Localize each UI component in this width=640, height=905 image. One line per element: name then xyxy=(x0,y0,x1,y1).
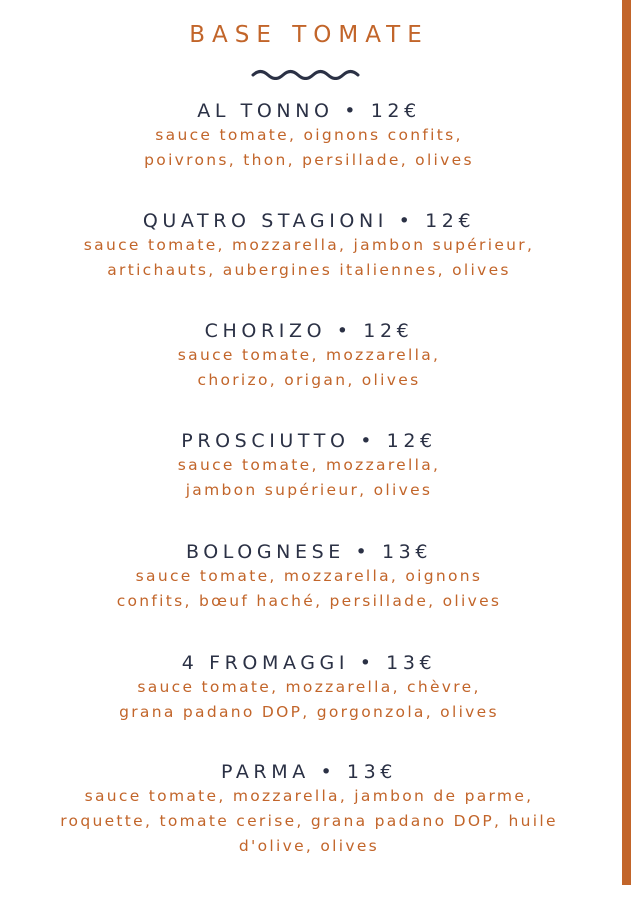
item-description: sauce tomate, mozzarella, jambon supérieur, artichauts, aubergines italiennes, olives xyxy=(83,236,535,279)
item-separator: • xyxy=(344,541,382,563)
item-name: PARMA xyxy=(220,761,310,783)
item-separator: • xyxy=(333,100,371,122)
item-separator: • xyxy=(309,761,347,783)
item-title xyxy=(0,651,618,675)
wave-divider-icon xyxy=(251,66,365,80)
menu-item-al-tonno xyxy=(0,99,618,173)
item-separator: • xyxy=(387,210,426,232)
item-name: BOLOGNESE xyxy=(185,541,345,563)
item-name: 4 FROMAGGI xyxy=(181,652,350,674)
item-price: 12€ xyxy=(370,100,421,122)
item-description: sauce tomate, oignons confits, poivrons, thon, persillade, olives xyxy=(144,126,474,169)
item-title xyxy=(0,540,618,564)
item-title xyxy=(0,760,618,784)
item-description: sauce tomate, mozzarella, oignons confits, bœuf haché, persillade, olives xyxy=(116,567,502,610)
item-description: sauce tomate, mozzarella, jambon supérieur, olives xyxy=(177,456,441,499)
item-title xyxy=(0,429,618,453)
menu-item-parma xyxy=(0,760,618,859)
item-description: sauce tomate, mozzarella, chèvre, grana padano DOP, gorgonzola, olives xyxy=(119,678,499,721)
item-separator: • xyxy=(326,320,364,342)
item-price: 12€ xyxy=(425,210,476,232)
item-description: sauce tomate, mozzarella, jambon de parme, roquette, tomate cerise, grana padano DOP, huile d'olive, olives xyxy=(60,787,558,855)
item-name: QUATRO STAGIONI xyxy=(142,210,388,232)
menu-item-bolognese xyxy=(0,540,618,614)
item-price: 12€ xyxy=(363,320,414,342)
item-description: sauce tomate, mozzarella, chorizo, origan, olives xyxy=(177,346,441,389)
item-price: 13€ xyxy=(386,652,437,674)
item-price: 13€ xyxy=(346,761,397,783)
item-name: AL TONNO xyxy=(197,100,334,122)
item-title xyxy=(0,99,618,123)
menu-item-quatro-stagioni xyxy=(0,209,618,283)
item-name: CHORIZO xyxy=(204,320,327,342)
item-price: 13€ xyxy=(381,541,433,563)
item-separator: • xyxy=(349,430,387,452)
item-separator: • xyxy=(349,652,387,674)
item-price: 12€ xyxy=(386,430,437,452)
accent-side-bar xyxy=(622,0,631,885)
menu-item-chorizo xyxy=(0,319,618,393)
menu-item-prosciutto xyxy=(0,429,618,503)
item-title xyxy=(0,209,618,233)
section-title: BASE TOMATE xyxy=(189,22,429,48)
menu-item-4-fromaggi xyxy=(0,651,618,725)
item-name: PROSCIUTTO xyxy=(181,430,350,452)
item-title xyxy=(0,319,618,343)
